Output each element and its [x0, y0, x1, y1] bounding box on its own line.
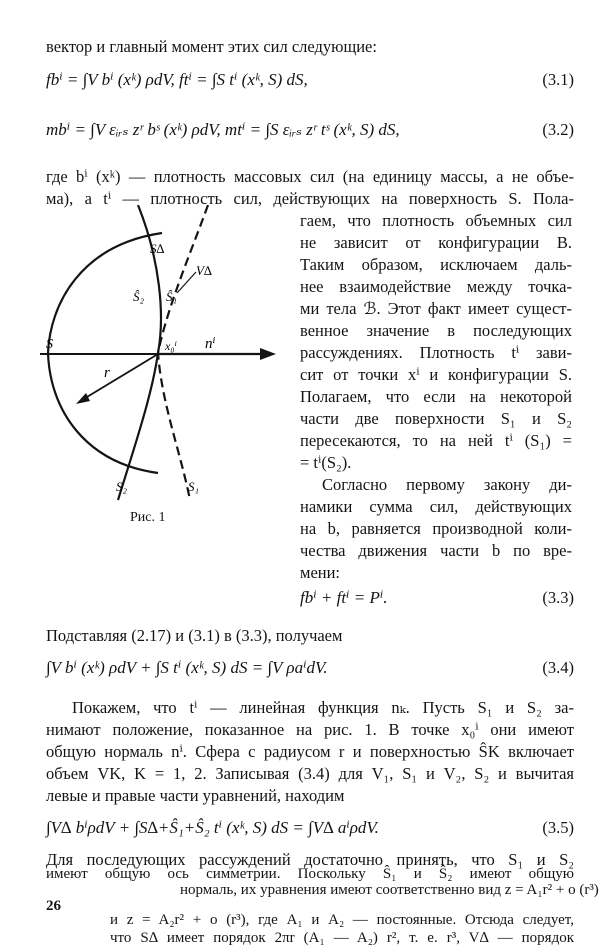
- label-x0: x₀ⁱ: [165, 339, 177, 353]
- equation-body: fbⁱ + ftⁱ = Pⁱ.: [300, 588, 388, 607]
- wrap-line: рассуждениях. Плотность tⁱ зави-: [300, 343, 572, 362]
- label-s2: S₂: [116, 479, 128, 494]
- paragraph-line: имеют общую ось симметрии. Поскольку Ŝ₁ и Ŝ₂ имеют общую: [46, 866, 574, 882]
- equation-number: (3.1): [542, 70, 574, 89]
- wrap-line: венное значение в последующих: [300, 321, 572, 340]
- label-s1-hat: Ŝ₁: [166, 289, 178, 304]
- label-s-delta: S∆: [150, 241, 165, 256]
- equation-body: fbⁱ = ∫V bⁱ (xᵏ) ρdV, ftⁱ = ∫S tⁱ (xᵏ, S) dS,: [46, 70, 308, 89]
- paragraph-line: общую нормаль nⁱ. Сфера с радиусом r и поверхностью ŜK включает: [46, 742, 574, 761]
- wrap-line: Полагаем, что если на некоторой: [300, 387, 572, 406]
- wrap-line: намики сумма сил, действующих: [300, 497, 572, 516]
- label-r: r: [104, 365, 110, 381]
- paragraph-line: и z = A₂r² + o (r³), где A₁ и A₂ — постоянные. Отсюда следует,: [110, 912, 574, 928]
- equation-3-3: [300, 580, 574, 620]
- intro-text: вектор и главный момент этих сил следующие:: [46, 37, 377, 56]
- equation-3-5: [46, 810, 574, 850]
- paragraph-line: нимают положение, показанное на рис. 1. В точке x₀ⁱ они имеют: [46, 720, 574, 739]
- wrap-line: гаем, что плотность объемных сил: [300, 211, 572, 230]
- equation-3-4: [46, 650, 574, 690]
- equation-number: (3.5): [542, 818, 574, 837]
- paragraph-line: нормаль, их уравнения имеют соответственно вид z = A₁r² + o (r³): [180, 882, 599, 898]
- paragraph-line: левые и правые части уравнений, находим: [46, 786, 345, 805]
- paragraph-line: ма), а tⁱ — плотность сил, действующих на поверхность S. Пола-: [46, 189, 574, 208]
- leader-line: [177, 272, 196, 293]
- arrowhead: [76, 393, 90, 404]
- paragraph-line: Для последующих рассуждений достаточно принять, что S₁ и S₂: [46, 850, 574, 869]
- paragraph-line: Подставляя (2.17) и (3.1) в (3.3), получаем: [46, 626, 343, 645]
- wrap-line: на b, равняется производной коли-: [300, 519, 572, 538]
- wrap-line: ми тела ℬ. Этот факт имеет сущест-: [300, 299, 572, 318]
- paragraph-line: что S∆ имеет порядок 2πr (A₁ — A₂) r², т. е. r³, V∆ — порядок: [110, 930, 574, 946]
- wrap-line: части две поверхности S₁ и S₂: [300, 409, 572, 428]
- wrap-line: мени:: [300, 563, 341, 582]
- wrap-line: сит от точки xⁱ и конфигурации S.: [300, 365, 572, 384]
- wrap-line: не зависит от конфигурации B.: [300, 233, 572, 252]
- label-n: nⁱ: [205, 336, 216, 352]
- equation-3-1: [46, 62, 574, 102]
- equation-body: mbⁱ = ∫V εᵢᵣₛ zʳ bˢ (xᵏ) ρdV, mtⁱ = ∫S εᵢᵣₛ zʳ tˢ (xᵏ, S) dS,: [46, 120, 400, 139]
- wrap-line: пересекаются, то на ней tⁱ (S₁) =: [300, 431, 572, 450]
- paragraph-line: где bⁱ (xᵏ) — плотность массовых сил (на единицу массы, а не объе-: [46, 167, 574, 186]
- equation-number: (3.4): [542, 658, 574, 677]
- wrap-line: = tⁱ(S₂).: [300, 453, 352, 472]
- equation-3-2: [46, 112, 574, 152]
- wrap-line: нее взаимодействие между точка-: [300, 277, 572, 296]
- equation-number: (3.2): [542, 120, 574, 139]
- wrap-line: Согласно первому закону ди-: [322, 475, 572, 494]
- arrowhead: [260, 348, 276, 360]
- wrap-line: чества движения части b по вре-: [300, 541, 572, 560]
- label-s1: S₁: [188, 479, 200, 494]
- paragraph-line: Покажем, что tⁱ — линейная функция nₖ. Пусть S₁ и S₂ за-: [72, 698, 574, 717]
- wrap-line: Таким образом, исключаем даль-: [300, 255, 572, 274]
- figure-1-diagram: [40, 205, 295, 505]
- equation-body: ∫V bⁱ (xᵏ) ρdV + ∫S tⁱ (xᵏ, S) dS = ∫V ρaⁱdV.: [46, 658, 328, 677]
- page-number: 26: [46, 898, 61, 914]
- paragraph-line: объем VK, K = 1, 2. Записывая (3.4) для V₁, S₁ и V₂, S₂ и вычитая: [46, 764, 574, 783]
- figure-caption: Рис. 1: [130, 510, 166, 525]
- label-s2-hat: Ŝ₂: [133, 289, 145, 304]
- radius-arrow: [82, 354, 158, 400]
- equation-number: (3.3): [542, 588, 574, 607]
- label-v-delta: V∆: [196, 263, 212, 278]
- label-s: S: [46, 337, 53, 352]
- equation-body: ∫V∆ bⁱρdV + ∫S∆+Ŝ₁+Ŝ₂ tⁱ (xᵏ, S) dS = ∫V∆ aⁱρdV.: [46, 818, 379, 837]
